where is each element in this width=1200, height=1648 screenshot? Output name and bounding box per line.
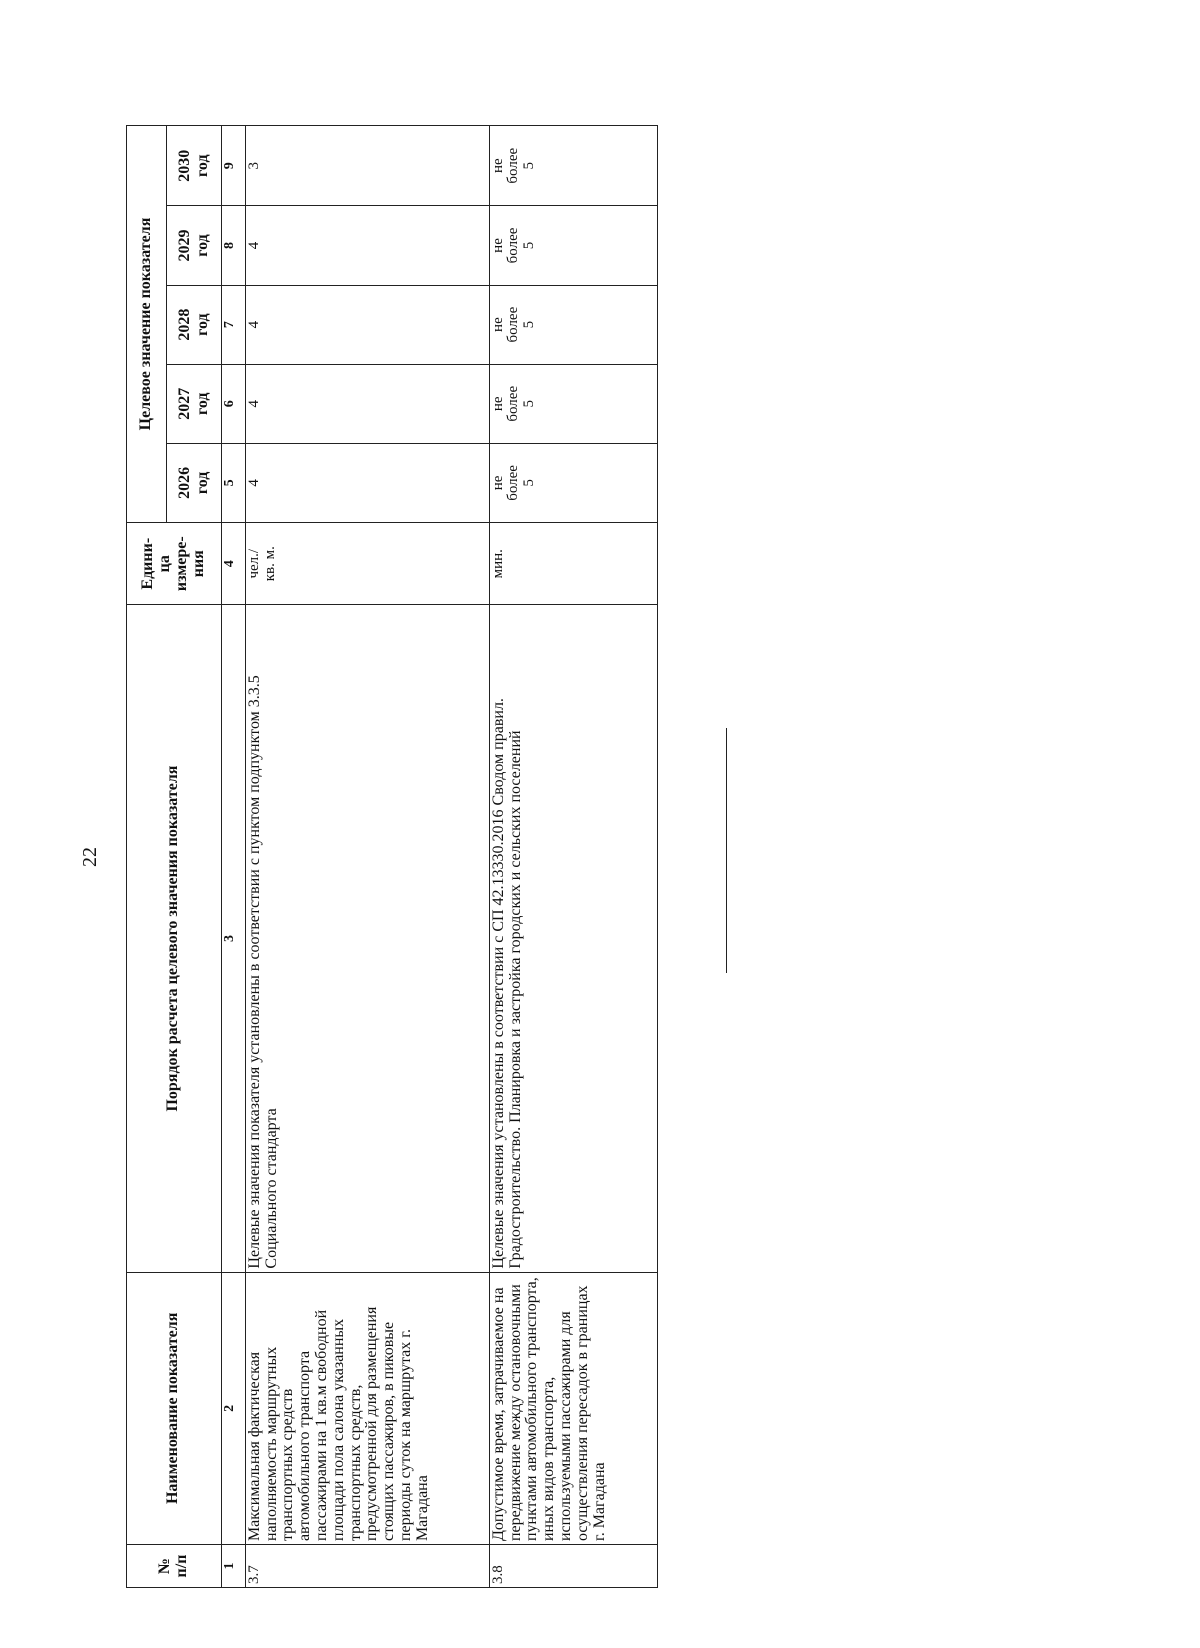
column-number: 2 <box>221 1272 245 1544</box>
row-number: 3.8 <box>489 1545 657 1588</box>
header-indicator-name: Наименование показателя <box>127 1272 222 1544</box>
row-unit: мин. <box>489 522 657 605</box>
header-year-2029: 2029 год <box>166 206 221 285</box>
header-unit: Едини- ца измере- ния <box>127 522 222 605</box>
row-value-2027: не более 5 <box>489 364 657 443</box>
rotated-table-wrapper <box>126 125 658 1588</box>
row-value-2029: 4 <box>245 206 489 285</box>
header-year-2027: 2027 год <box>166 364 221 443</box>
column-number: 6 <box>221 364 245 443</box>
row-value-2028: не более 5 <box>489 285 657 364</box>
row-number: 3.7 <box>245 1545 489 1588</box>
row-indicator-name: Допустимое время, затрачиваемое на передвижение между остановочными пунктами автомобильного транспорта, иных видов транспорта, используемыми пассажирами для осуществления пересадок в границах г. Магадана <box>489 1272 657 1544</box>
header-year-2030: 2030 год <box>166 126 221 206</box>
target-indicators-table <box>126 125 658 1588</box>
column-number: 8 <box>221 206 245 285</box>
header-calculation-method: Порядок расчета целевого значения показателя <box>127 605 222 1272</box>
row-calculation-method: Целевые значения показателя установлены в соответствии с пунктом подпунктом 3.3.5 Социального стандарта <box>245 605 489 1272</box>
row-unit: чел./ кв. м. <box>245 522 489 605</box>
column-number: 9 <box>221 126 245 206</box>
header-year-2026: 2026 год <box>166 443 221 522</box>
row-value-2027: 4 <box>245 364 489 443</box>
column-number: 5 <box>221 443 245 522</box>
row-value-2029: не более 5 <box>489 206 657 285</box>
column-number: 4 <box>221 522 245 605</box>
row-value-2030: не более 5 <box>489 126 657 206</box>
end-of-document-line <box>726 728 727 973</box>
header-year-2028: 2028 год <box>166 285 221 364</box>
table-row <box>245 126 489 1588</box>
row-value-2026: 4 <box>245 443 489 522</box>
column-number-row <box>221 126 245 1588</box>
row-indicator-name: Максимальная фактическая наполняемость маршрутных транспортных средств автомобильного транспорта пассажирами на 1 кв.м свободной площади пола салона указанных транспортных средств, предусмотренной для размещения стоящих пассажиров, в пиковые периоды суток на маршрутах г. Магадана <box>245 1272 489 1544</box>
column-number: 1 <box>221 1545 245 1588</box>
row-value-2026: не более 5 <box>489 443 657 522</box>
header-number: № п/п <box>127 1545 222 1588</box>
column-number: 7 <box>221 285 245 364</box>
column-number: 3 <box>221 605 245 1272</box>
page-number: 22 <box>79 847 101 867</box>
row-value-2030: 3 <box>245 126 489 206</box>
row-calculation-method: Целевые значения установлены в соответствии с СП 42.13330.2016 Сводом правил. Градостроительство. Планировка и застройка городских и сельских поселений <box>489 605 657 1272</box>
table-row <box>489 126 657 1588</box>
header-target-value: Целевое значение показателя <box>127 126 167 523</box>
rotated-table-container <box>126 125 658 1588</box>
row-value-2028: 4 <box>245 285 489 364</box>
